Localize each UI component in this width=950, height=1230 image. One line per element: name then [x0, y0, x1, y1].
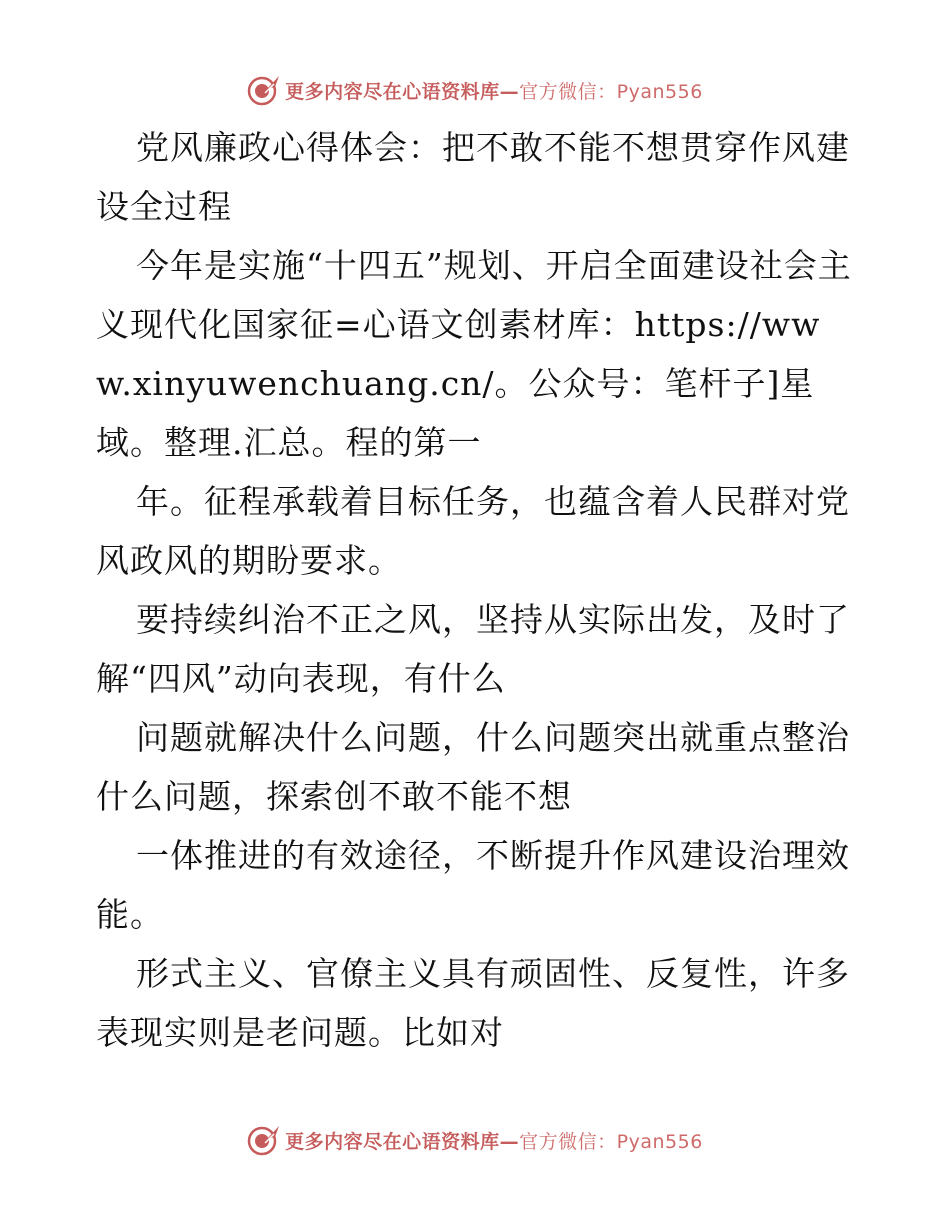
- document-body: [96, 118, 856, 1062]
- paragraph: 年。征程承载着目标任务，也蕴含着人民群对党风政风的期盼要求。: [96, 482, 850, 580]
- header-banner-wechat: 官方微信：Pyan556: [519, 80, 703, 103]
- quill-logo-icon: [247, 1123, 281, 1157]
- paragraph: 问题就解决什么问题，什么问题突出就重点整治什么问题，探索创不敢不能不想: [96, 718, 850, 816]
- footer-banner-main: 更多内容尽在心语资料库—: [285, 1130, 520, 1153]
- paragraph: 形式主义、官僚主义具有顽固性、反复性，许多表现实则是老问题。比如对: [96, 954, 850, 1052]
- header-banner-main: 更多内容尽在心语资料库—: [285, 80, 520, 103]
- paragraph: 要持续纠治不正之风，坚持从实际出发，及时了解“四风”动向表现，有什么: [96, 600, 850, 698]
- paragraph-title: 党风廉政心得体会：把不敢不能不想贯穿作风建设全过程: [96, 128, 850, 226]
- quill-logo-icon: [247, 73, 281, 107]
- header-banner-text: [285, 77, 703, 104]
- paragraph: 一体推进的有效途径，不断提升作风建设治理效能。: [96, 836, 850, 934]
- footer-banner-text: [285, 1127, 703, 1154]
- paragraph: 今年是实施“十四五”规划、开启全面建设社会主义现代化国家征=心语文创素材库：https://www.xinyuwenchuang.cn/。公众号：笔杆子]星域。整理.汇总。程的第一: [96, 246, 852, 462]
- header-banner: [0, 70, 950, 110]
- footer-banner: [0, 1120, 950, 1160]
- footer-banner-wechat: 官方微信：Pyan556: [519, 1130, 703, 1153]
